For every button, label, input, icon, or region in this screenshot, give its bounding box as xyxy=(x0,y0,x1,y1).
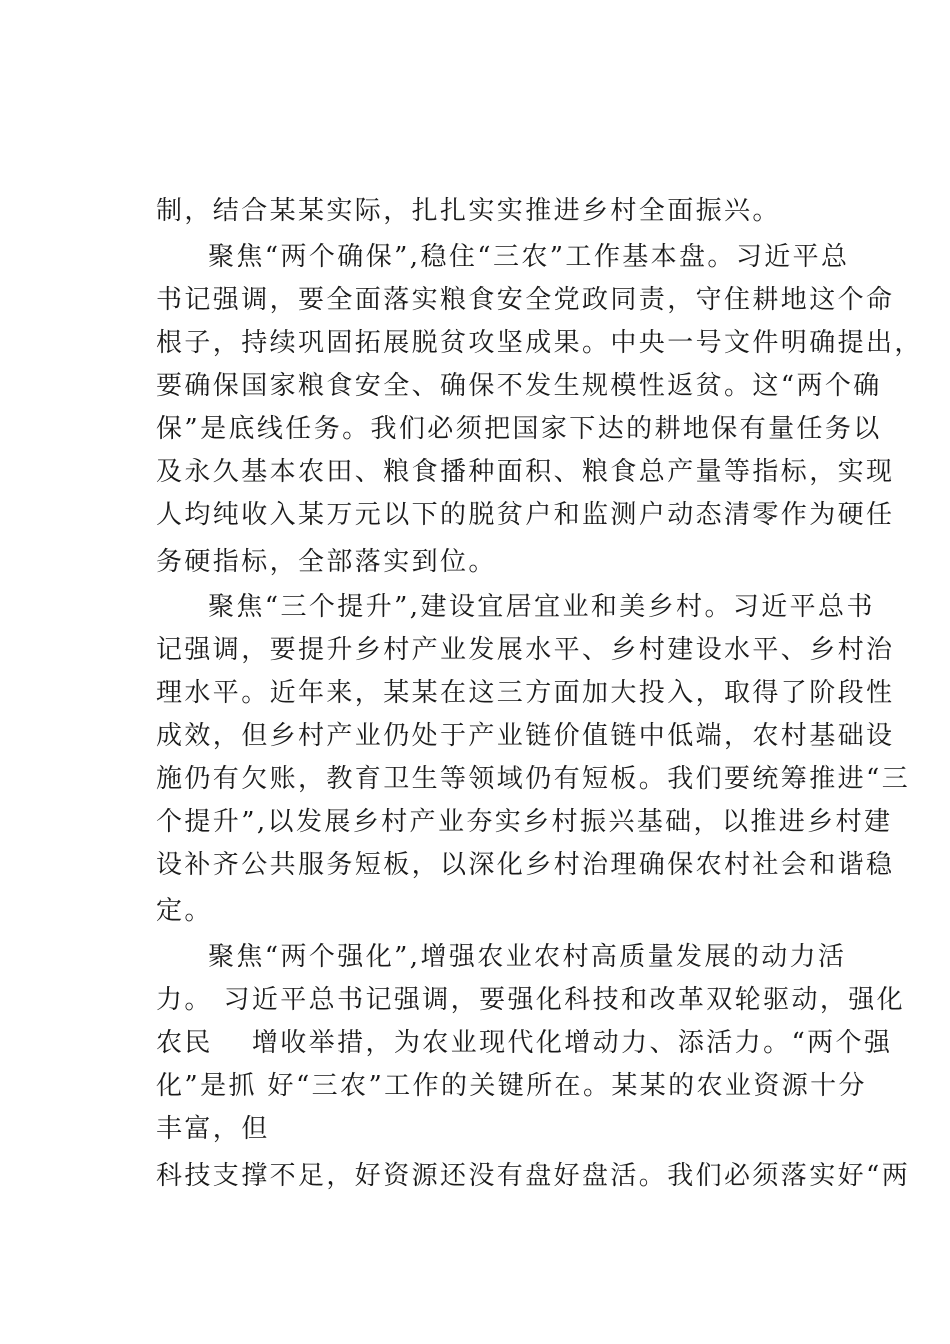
text-line: 农民 增收举措，为农业现代化增动力、添活力。“两个强 xyxy=(156,1028,893,1058)
paragraph-heading-line: 聚焦“三个提升”,建设宜居宜业和美乡村。习近平总书 xyxy=(208,592,875,622)
paragraph-heading-line: 聚焦“两个确保”,稳住“三农”工作基本盘。习近平总 xyxy=(208,242,850,272)
text-line: 务硬指标，全部落实到位。 xyxy=(156,547,497,577)
paragraph-heading-line: 聚焦“两个强化”,增强农业农村高质量发展的动力活 xyxy=(208,942,847,972)
text-line: 施仍有欠账，教育卫生等领域仍有短板。我们要统筹推进“三 xyxy=(156,764,911,794)
text-line: 及永久基本农田、粮食播种面积、粮食总产量等指标，实现 xyxy=(156,457,895,487)
text-line: 丰富，但 xyxy=(156,1114,270,1144)
text-line: 科技支撑不足，好资源还没有盘好盘活。我们必须落实好“两 xyxy=(156,1161,911,1191)
text-line: 根子，持续巩固拓展脱贫攻坚成果。中央一号文件明确提出， xyxy=(156,328,923,358)
text-line: 个提升”,以发展乡村产业夯实乡村振兴基础，以推进乡村建 xyxy=(156,807,893,837)
text-line: 要确保国家粮食安全、确保不发生规模性返贫。这“两个确 xyxy=(156,371,882,401)
text-line: 成效，但乡村产业仍处于产业链价值链中低端，农村基础设 xyxy=(156,721,895,751)
text-line: 记强调，要提升乡村产业发展水平、乡村建设水平、乡村治 xyxy=(156,635,895,665)
text-line: 设补齐公共服务短板，以深化乡村治理确保农村社会和谐稳 xyxy=(156,850,895,880)
text-line: 保”是底线任务。我们必须把国家下达的耕地保有量任务以 xyxy=(156,414,882,444)
text-line: 力。 习近平总书记强调，要强化科技和改革双轮驱动，强化 xyxy=(156,985,906,1015)
text-line: 书记强调，要全面落实粮食安全党政同责，守住耕地这个命 xyxy=(156,285,895,315)
text-line: 理水平。近年来，某某在这三方面加大投入，取得了阶段性 xyxy=(156,678,895,708)
text-line: 化”是抓 好“三农”工作的关键所在。某某的农业资源十分 xyxy=(156,1071,867,1101)
text-line: 人均纯收入某万元以下的脱贫户和监测户动态清零作为硬任 xyxy=(156,500,895,530)
text-line: 定。 xyxy=(156,896,213,926)
text-line: 制，结合某某实际，扎扎实实推进乡村全面振兴。 xyxy=(156,196,781,226)
